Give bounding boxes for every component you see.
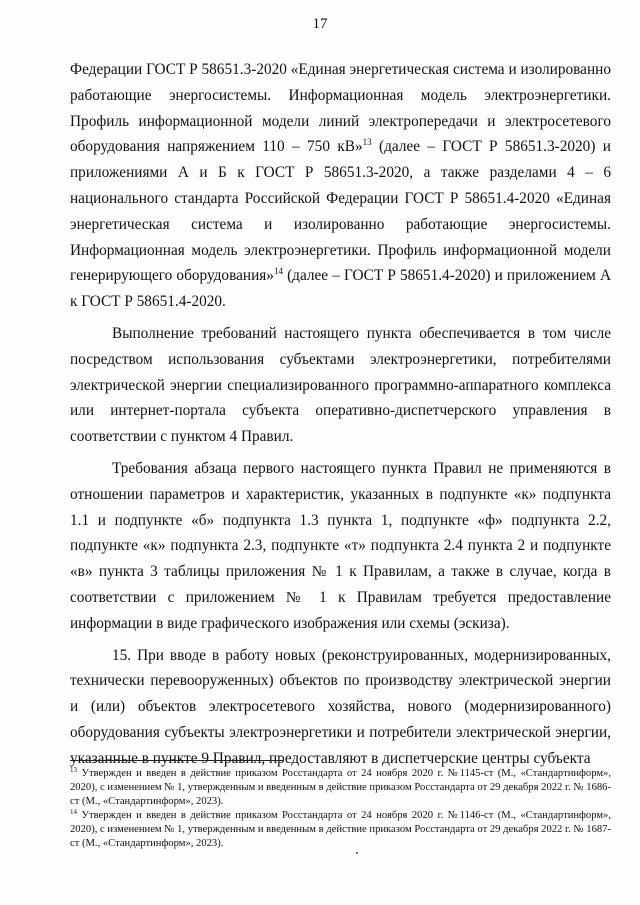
- footnote-mark: 13: [70, 766, 77, 774]
- paragraph-text: (далее – ГОСТ Р 58651.3-2020) и приложениями А и Б к ГОСТ Р 58651.3-2020, а также разделами 4 – 6 национального стандарта Российской Федерации ГОСТ Р 58651.4-2020 «Единая энергетическая система и изолированно работающие энергосистемы. Информационная модель электроэнергетики. Профиль информационной модели генерирующего оборудования»: [70, 138, 611, 285]
- paragraph-item-15: 15. При вводе в работу новых (реконструированных, модернизированных, технически перевооруженных) объектов по производству электрической энергии и (или) объектов электросетевого хозяйства, нового (модернизированного) оборудования субъекты электроэнергетики и потребители электрической энергии, указанные в пункте 9 Правил, предоставляют в диспетчерские центры субъекта: [70, 646, 611, 767]
- footnote-mark: 14: [70, 807, 77, 816]
- body-text: [70, 57, 611, 772]
- footnote-ref-14: 14: [273, 266, 283, 277]
- footnote-separator: [70, 760, 284, 761]
- footnotes: [70, 767, 611, 850]
- footnote-13: [70, 767, 611, 809]
- paragraph-exceptions: Требования абзаца первого настоящего пункта Правил не применяются в отношении параметров и характеристик, указанных в подпункте «к» подпункта 1.1 и подпункте «б» подпункта 1.3 пункта 1, подпункте «ф» подпункта 2.2, подпункте «к» подпункта 2.3, подпункте «т» подпункта 2.4 пункта 2 и подпункте «в» пункта 3 таблицы приложения № 1 к Правилам, а также в случае, когда в соответствии с приложением № 1 к Правилам требуется предоставление информации в виде графического изображения или схемы (эскиза).: [70, 459, 611, 632]
- paragraph-text: (далее – ГОСТ Р 58651.4-2020) и приложением А к ГОСТ Р 58651.4-2020.: [70, 267, 612, 311]
- scan-speck: [356, 852, 358, 854]
- paragraph-fulfillment: Выполнение требований настоящего пункта обеспечивается в том числе посредством использования субъектами электроэнергетики, потребителями электрической энергии специализированного программно-аппаратного комплекса или интернет-портала субъекта оперативно-диспетчерского управления в соответствии с пунктом 4 Правил.: [70, 324, 611, 446]
- footnote-text: Утвержден и введен в действие приказом Росстандарта от 24 ноября 2020 г. №1146-ст (М., «Стандартинформ», 2020), с изменением № 1, утвержденным и введенным в действие приказом Росстандарта от 29 декабря 2022 г. № 1687-ст (М., «Стандартинформ», 2023).: [70, 809, 611, 849]
- paragraph-text: Федерации ГОСТ Р 58651.3-2020 «Единая энергетическая система и изолированно работающие энергосистемы. Информационная модель электроэнергетики. Профиль информационной модели линий электропередачи и электросетевого оборудования напряжением 110 – 750 кВ»: [70, 61, 611, 156]
- paragraph-gost-continuation: [70, 57, 611, 315]
- footnote-text: Утвержден и введен в действие приказом Росстандарта от 24 ноября 2020 г. №1145-ст (М., «Стандартинформ», 2020), с изменением № 1, утвержденным и введенным в действие приказом Росстандарта от 29 декабря 2022 г. № 1686-ст (М., «Стандартинформ», 2023).: [70, 768, 611, 807]
- footnote-14: [70, 809, 611, 851]
- footnote-ref-13: 13: [362, 137, 372, 148]
- page-number: 17: [312, 16, 328, 32]
